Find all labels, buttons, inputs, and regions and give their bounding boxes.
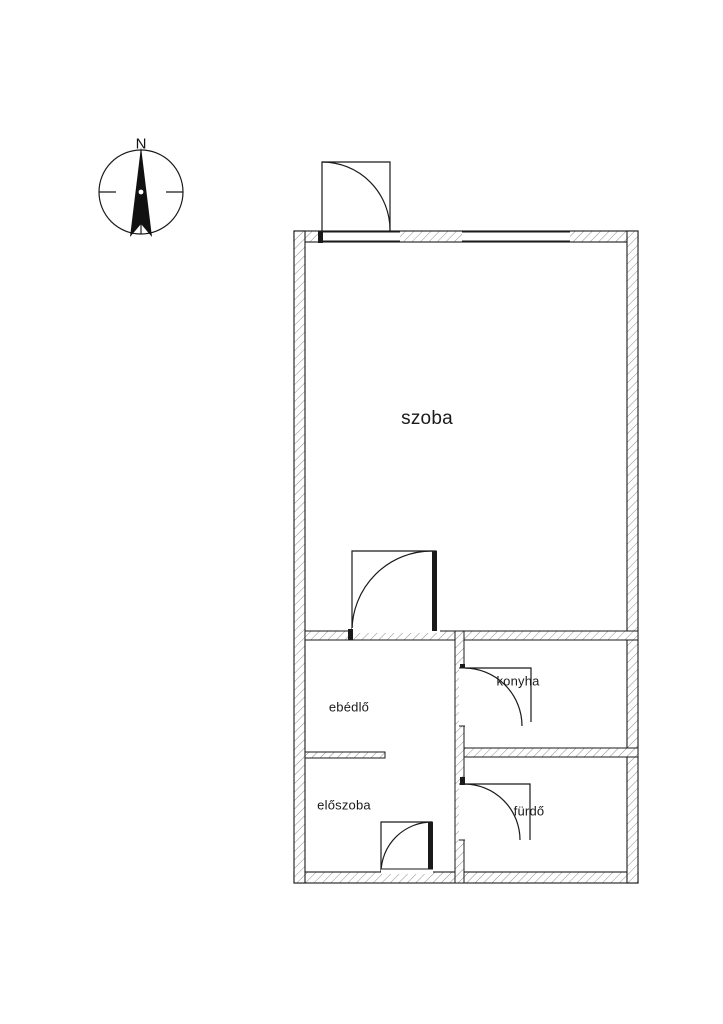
compass-north-label: N [135,135,147,153]
room-label-eloszoba: előszoba [317,797,371,813]
room-label-szoba: szoba [401,408,453,429]
room-label-konyha: konyha [496,673,540,689]
room-label-ebedlo: ebédlő [328,699,370,715]
door-eloszoba [381,822,433,874]
room-label-furdo: fürdő [513,803,545,819]
north-arrow-icon [99,147,183,237]
door-szoba-ebedlo [348,551,440,640]
exterior-walls [294,231,638,883]
